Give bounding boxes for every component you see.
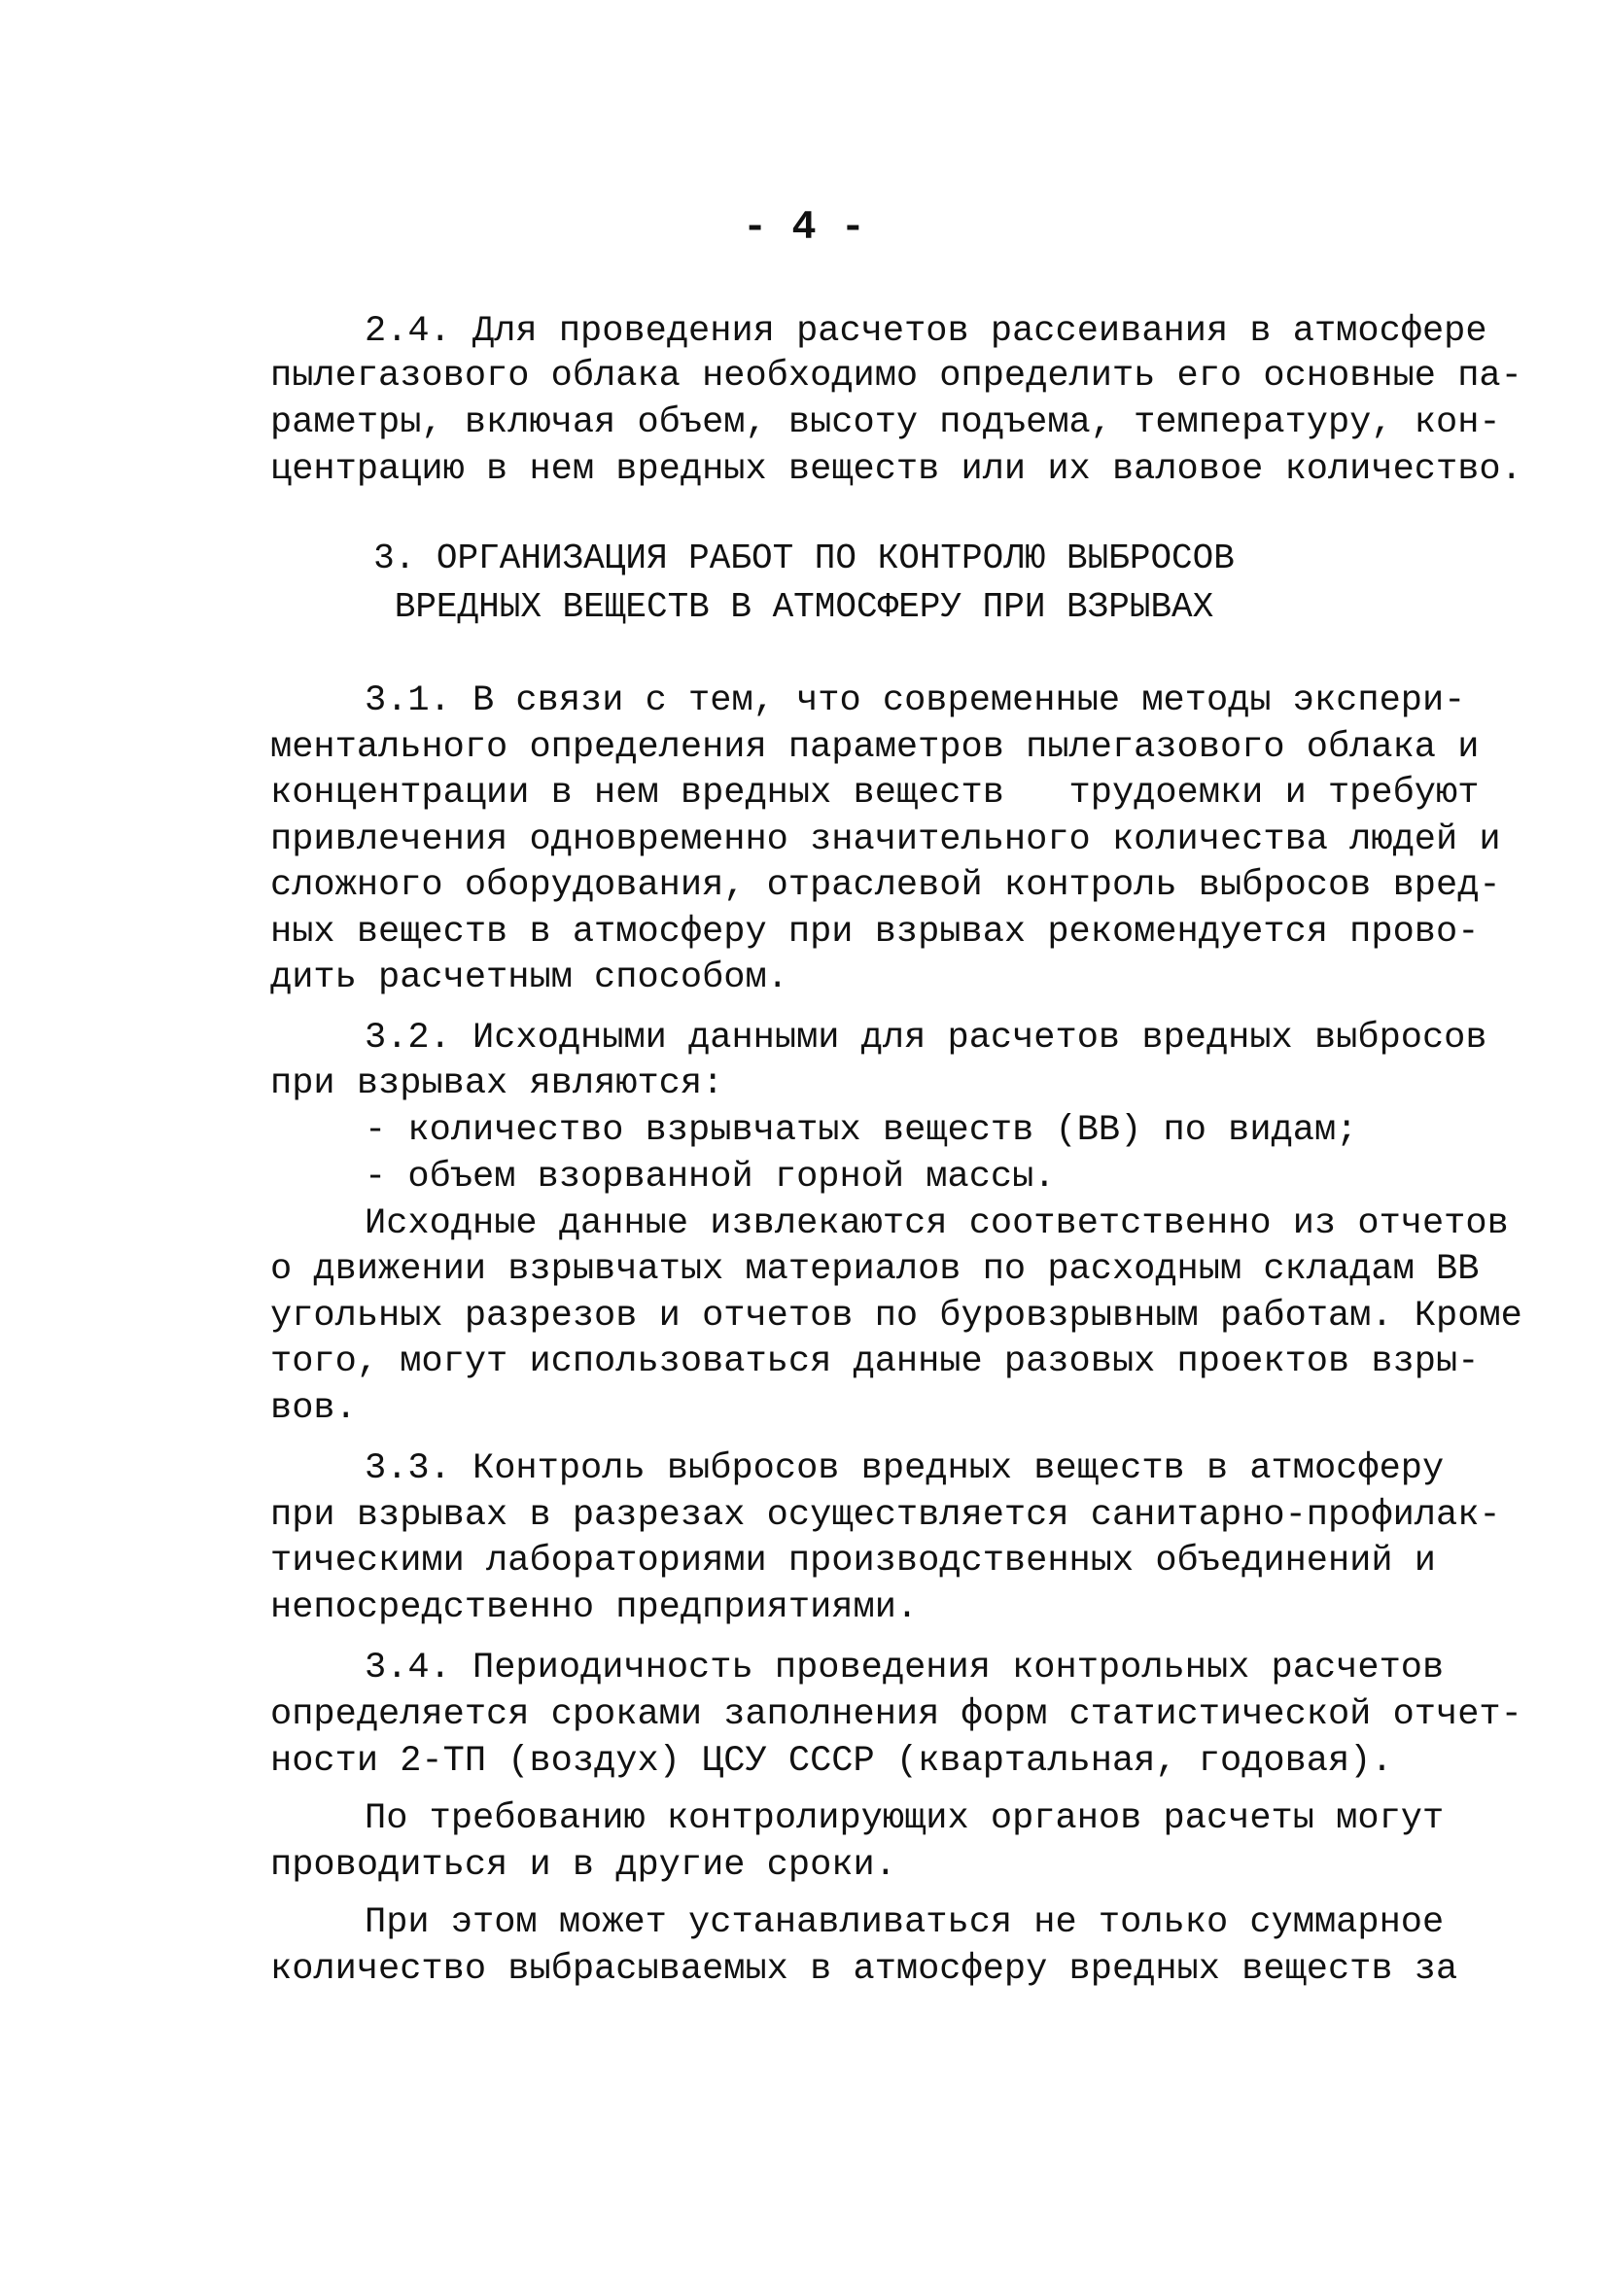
paragraph-3-1-line: ных веществ в атмосферу при взрывах рекомендуется прово- (270, 912, 1480, 953)
paragraph-3-3-line: тическими лабораториями производственных объединений и (270, 1541, 1436, 1582)
paragraph-2-4-line: раметры, включая объем, высоту подъема, температуру, кон- (270, 402, 1501, 443)
paragraph-3-2-cont-line: того, могут использоваться данные разовых проектов взры- (270, 1341, 1480, 1382)
paragraph-3-2-cont-line: Исходные данные извлекаются соответственно из отчетов (365, 1203, 1509, 1244)
paragraph-3-2-cont-line: угольных разрезов и отчетов по буровзрывным работам. Кроме (270, 1296, 1522, 1337)
paragraph-2-4-line: пылегазового облака необходимо определить его основные па- (270, 356, 1522, 397)
paragraph-3-2-cont-line: о движении взрывчатых материалов по расходным складам ВВ (270, 1249, 1480, 1290)
paragraph-3-2-line: при взрывах являются: (270, 1063, 724, 1104)
paragraph-3-3-line: 3.3. Контроль выбросов вредных веществ в атмосферу (365, 1448, 1445, 1489)
section-heading-line1: 3. ОРГАНИЗАЦИЯ РАБОТ ПО КОНТРОЛЮ ВЫБРОСОВ (373, 539, 1235, 578)
paragraph-3-1-line: дить расчетным способом. (270, 957, 788, 998)
page-number: - 4 - (742, 204, 866, 251)
paragraph-3-4-line: 3.4. Периодичность проведения контрольных расчетов (365, 1648, 1445, 1688)
paragraph-3-4-c-line: количество выбрасываемых в атмосферу вредных веществ за (270, 1949, 1458, 1990)
paragraph-3-4-b-line: По требованию контролирующих органов расчеты могут (365, 1798, 1445, 1839)
paragraph-3-1-line: сложного оборудования, отраслевой контроль выбросов вред- (270, 865, 1501, 906)
paragraph-3-4-line: определяется сроками заполнения форм статистической отчет- (270, 1694, 1522, 1735)
paragraph-3-3-line: непосредственно предприятиями. (270, 1587, 919, 1628)
paragraph-3-2-line: 3.2. Исходными данными для расчетов вредных выбросов (365, 1018, 1487, 1059)
paragraph-2-4-line: 2.4. Для проведения расчетов рассеивания в атмосфере (365, 311, 1487, 352)
section-heading-line2: ВРЕДНЫХ ВЕЩЕСТВ В АТМОСФЕРУ ПРИ ВЗРЫВАХ (394, 587, 1214, 627)
list-item: - количество взрывчатых веществ (ВВ) по видам; (365, 1110, 1358, 1151)
list-item: - объем взорванной горной массы. (365, 1157, 1056, 1198)
paragraph-3-1-line: концентрации в нем вредных веществ трудоемки и требуют (270, 773, 1480, 814)
paragraph-3-4-c-line: При этом может устанавливаться не только суммарное (365, 1902, 1445, 1943)
paragraph-3-1-line: 3.1. В связи с тем, что современные методы экспери- (365, 680, 1466, 721)
paragraph-3-1-line: ментального определения параметров пылегазового облака и (270, 727, 1480, 768)
paragraph-3-4-line: ности 2-ТП (воздух) ЦСУ СССР (квартальная, годовая). (270, 1741, 1393, 1782)
paragraph-3-2-cont-line: вов. (270, 1388, 357, 1429)
paragraph-3-4-b-line: проводиться и в другие сроки. (270, 1845, 896, 1886)
paragraph-2-4-line: центрацию в нем вредных веществ или их валовое количество. (270, 449, 1522, 490)
paragraph-3-3-line: при взрывах в разрезах осуществляется санитарно-профилак- (270, 1495, 1501, 1536)
paragraph-3-1-line: привлечения одновременно значительного количества людей и (270, 819, 1501, 860)
